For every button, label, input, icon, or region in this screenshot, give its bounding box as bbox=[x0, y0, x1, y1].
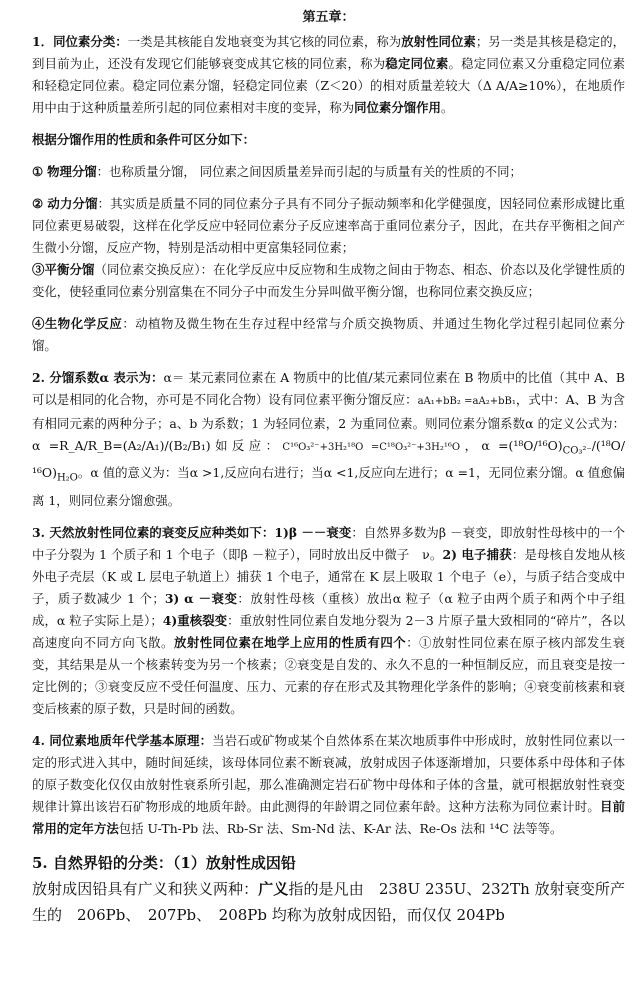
chapter-title: 第五章： bbox=[302, 10, 355, 25]
subsection-heading: （1）放射性成因铅 bbox=[172, 853, 296, 872]
section-decay-types bbox=[32, 522, 625, 720]
section-heading: 1．同位素分类： bbox=[32, 34, 128, 49]
item-text: ：其实质是质量不同的同位素分子具有不同分子振动频率和化学健强度，因轻同位素形成键比重同位素更易破裂，这样在化学反应中轻同位素分子反应速率高于重同位素分子，因此，在共存平衡相之间产生微小分馏，反应产物，特别是活动相中更富集轻同位素； bbox=[32, 196, 625, 255]
subheading-text: 根据分馏作用的性质和条件可区分如下： bbox=[32, 132, 256, 147]
formula-subscript: CO₃²⁻ bbox=[562, 445, 592, 457]
item-number: ③ bbox=[32, 262, 45, 277]
body-text: 包括 U-Th-Pb 法、Rb-Sr 法、Sm-Nd 法、K-Ar 法、Re-Os 法和 ¹⁴C 法等等。 bbox=[118, 820, 563, 836]
properties-heading: 放射性同位素在地学上应用的性质有四个 bbox=[173, 634, 407, 650]
body-text: 。α 值的意义为：当α >1,反应向右进行；当α <1,反应向左进行；α =1，无同位素分馏。α 值愈偏离 1，则同位素分馏愈强。 bbox=[32, 465, 625, 508]
body-text: 一类是其核能自发地衰变为其它核的同位素，称为 bbox=[127, 34, 402, 49]
item-title: 生物化学反应 bbox=[44, 316, 123, 331]
reaction-formula: aA₁+bB₂ =aA₂+bB₁ bbox=[417, 396, 516, 407]
section-heading: 4. 同位素地质年代学基本原理： bbox=[32, 732, 213, 748]
item-number: ② bbox=[32, 196, 44, 211]
lead-definition bbox=[32, 876, 625, 928]
body-text: ：自然界多数为β －衰变，即放射性母核中的一个中子分裂为 1 个质子和 1 个电子（即β －粒子），同时放出反中微子 ν。 bbox=[32, 524, 625, 562]
body-text: 指的是凡由 238U 235U、232Th 放射衰变所产生的 206Pb、 207Pb、 208Pb 均称为放射成因铅，而仅仅 204Pb bbox=[32, 879, 625, 924]
body-text: /(¹⁸O/¹⁶O) bbox=[32, 438, 625, 481]
body-text: ；另一类是其核是稳定的，到目前为止，还没有发现它们能够衰变成其它核的同位素，称为 bbox=[32, 34, 626, 71]
body-text: 。 bbox=[440, 100, 454, 115]
item-kinetic-fractionation bbox=[32, 193, 625, 259]
item-number: ④ bbox=[32, 316, 45, 331]
formula-subscript: H₂O bbox=[56, 472, 78, 484]
item-title: 物理分馏 bbox=[47, 164, 97, 179]
section-geochronology-principle bbox=[32, 730, 625, 840]
section-fractionation-coefficient bbox=[32, 367, 625, 512]
item-physical-fractionation bbox=[32, 161, 625, 183]
decay-electron-capture: 2) 电子捕获 bbox=[442, 546, 512, 562]
body-text: 放射成因铅具有广义和狭义两种： bbox=[32, 879, 259, 898]
item-number: ① bbox=[32, 164, 44, 179]
body-text: α＝ 某元素同位素在 A 物质中的比值/某元素同位素在 B 物质中的比值（其中 A、B 可以是相同的化合物，亦可是不同化合物）设有同位素平衡分馏反应： bbox=[32, 370, 625, 407]
decay-beta: 1)β －－衰变 bbox=[274, 524, 352, 540]
body-text: 当岩石或矿物或某个自然体系在某次地质事件中形成时，放射性同位素以一定的形式进入其中，随时间延续，该母体同位素不断衰减，放射成因子体逐渐增加，只要体系中母体和子体的原子数变化仅仅由放射性衰系所引起，那么准确测定岩石矿物中母体和子体的含量，就可根据放射性衰变规律计算出该岩石矿物形成的地质年龄。由此测得的年龄谓之同位素年龄。这种方法称为同位素计时。 bbox=[32, 732, 626, 814]
subheading-fractionation-types bbox=[32, 129, 625, 151]
body-text: ，式中：A、B 为含有相同元素的两种分子；a、b 为系数；1 为轻同位素，2 为重同位素。则同位素分馏系数α 的定义公式为：α =R_A/R_B=(A₂/A₁)/(B₂/B₁)如反应： bbox=[32, 392, 625, 453]
item-equilibrium-fractionation bbox=[32, 259, 625, 303]
item-title: 平衡分馏 bbox=[44, 262, 95, 277]
section-heading: 5. 自然界铅的分类： bbox=[32, 853, 173, 872]
body-text: 。稳定同位素又分重稳定同位素和轻稳定同位素。稳定同位素分馏，轻稳定同位素（Z＜20）的相对质量差较大（Δ A/A≥10%），在地质作用中由于这种质量差所引起的同位素相对丰度的变异，称为 bbox=[32, 56, 626, 115]
section-heading: 2. 分馏系数α 表示为： bbox=[32, 370, 164, 385]
item-text: （同位素交换反应）：在化学反应中反应物和生成物之间由于物态、相态、价态以及化学键性质的变化，使轻重同位素分别富集在不同分子中而发生分异叫做平衡分馏，也称同位素交换反应； bbox=[32, 262, 626, 299]
item-biochemical-reaction bbox=[32, 313, 625, 357]
term-fractionation: 同位素分馏作用 bbox=[354, 100, 441, 115]
item-text: ：也称质量分馏， 同位素之间因质量差异而引起的与质量有关的性质的不同； bbox=[96, 164, 522, 179]
section-lead-classification bbox=[32, 850, 625, 876]
body-text: ：①放射性同位素在原子核内部发生衰变，其结果是从一个核素转变为另一个核素；②衰变是自发的、永久不息的一种恒制反应，而且衰变是按一定比例的；③衰变反应不受任何温度、压力、元素的存在形式及其物理化学条件的影响；④衰变前核素和衰变后核素的原子数，只是时间的函数。 bbox=[32, 634, 626, 716]
body-text: ：放射性母核（重核）放出α 粒子（α 粒子由两个质子和两个中子组成，α 粒子实际上是）； bbox=[32, 590, 625, 628]
decay-fission: 4)重核裂变 bbox=[162, 612, 228, 628]
section-heading: 3. 天然放射性同位素的衰变反应种类如下： bbox=[32, 524, 275, 540]
item-text: ：动植物及微生物在生存过程中经常与介质交换物质、并通过生物化学过程引起同位素分馏。 bbox=[32, 316, 626, 353]
body-text: ，α =(¹⁸O/¹⁶O) bbox=[460, 438, 563, 453]
reaction-formula: C¹⁶O₃²⁻+3H₂¹⁸O =C¹⁸O₃²⁻+3H₂¹⁶O bbox=[282, 442, 461, 453]
body-text: ：重放射性同位素自发地分裂为 2－3 片原子量大致相同的“碎片”，各以高速度向不同方向飞散。 bbox=[32, 612, 626, 650]
term-stable-isotope: 稳定同位素 bbox=[385, 56, 449, 71]
decay-alpha: 3) α －衰变 bbox=[164, 590, 238, 606]
body-text: ：是母核自发地从核外电子壳层（K 或 L 层电子轨道上）捕获 1 个电子，通常在 K 层上吸取 1 个电子（e），与质子结合变成中子，质子数减少 1 个； bbox=[32, 546, 625, 606]
term-dating-methods: 目前常用的定年方法 bbox=[32, 798, 626, 836]
term-radioactive-isotope: 放射性同位素 bbox=[401, 34, 476, 49]
term-broad-sense: 广义 bbox=[258, 879, 289, 898]
section-isotope-classification bbox=[32, 31, 625, 119]
item-title: 动力分馏 bbox=[47, 196, 98, 211]
